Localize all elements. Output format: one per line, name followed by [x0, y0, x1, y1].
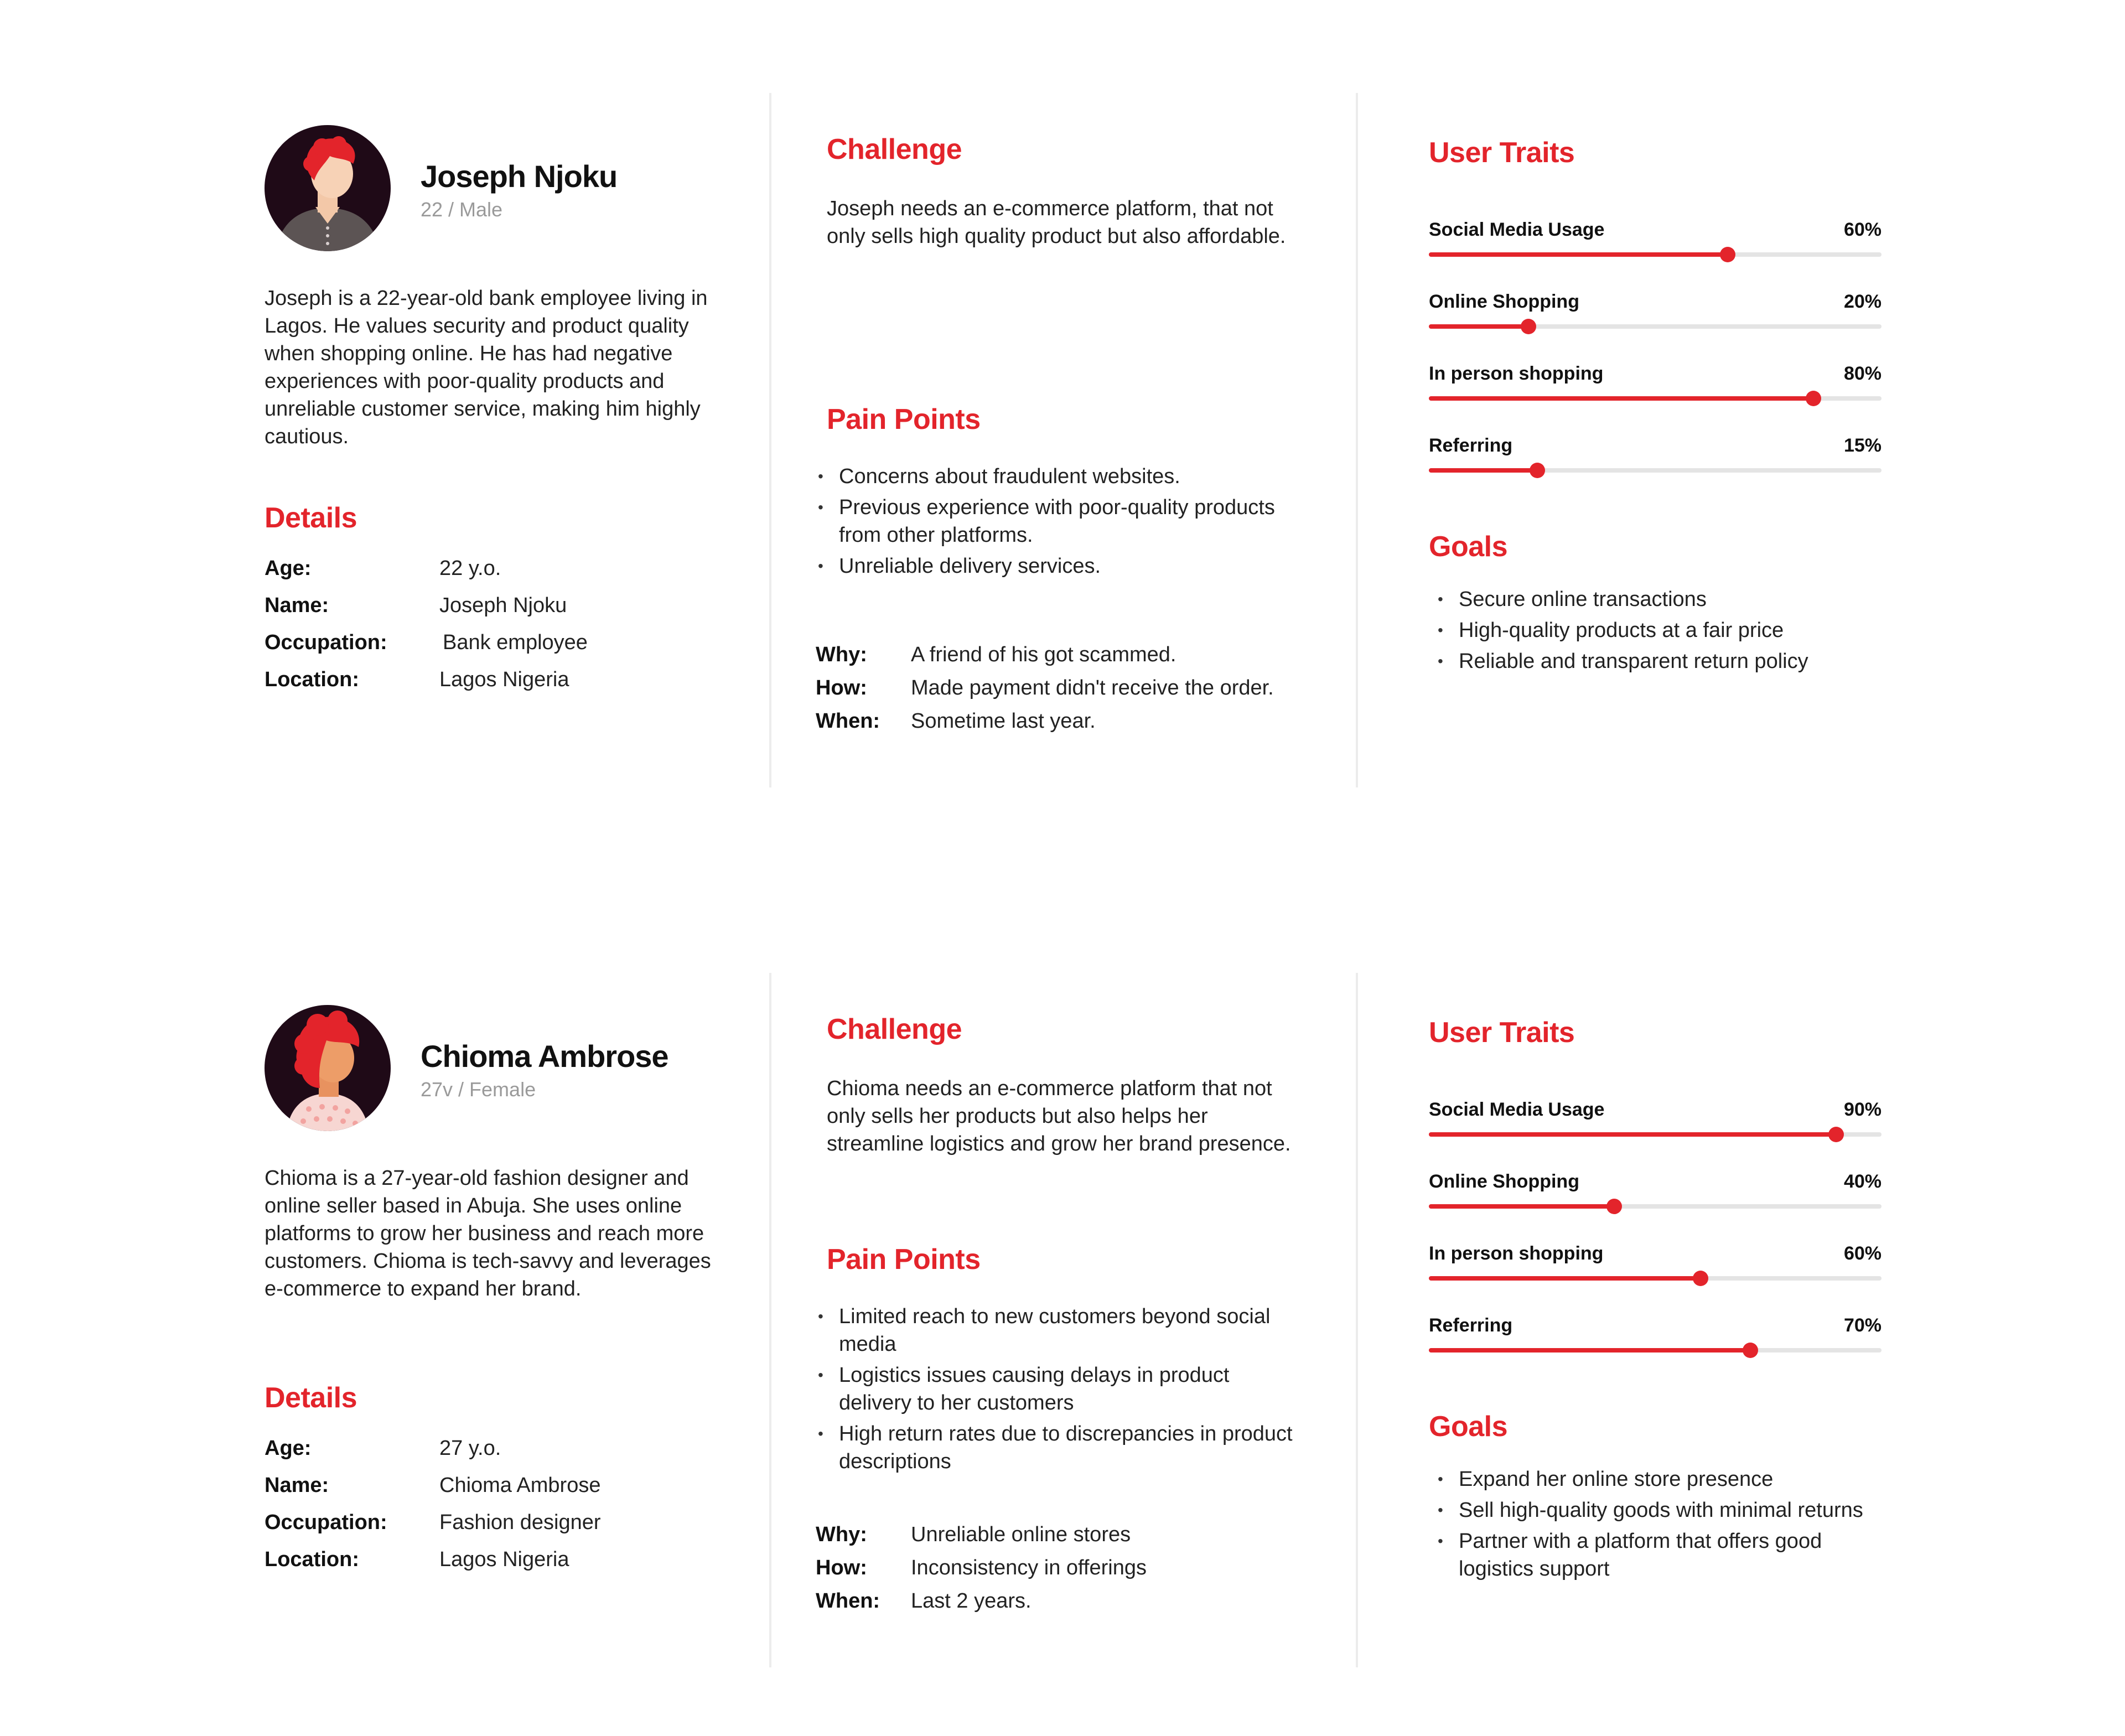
trait-value: 40%	[1843, 1171, 1882, 1192]
how-label: How:	[816, 676, 867, 699]
trait-in-person-shopping	[1429, 363, 1882, 418]
how-value: Made payment didn't receive the order.	[911, 676, 1274, 699]
trait-value: 80%	[1843, 363, 1882, 384]
persona-subtitle: 27v / Female	[421, 1078, 536, 1101]
detail-row-name	[265, 594, 763, 621]
trait-label: Social Media Usage	[1429, 1099, 1605, 1120]
how-value: Inconsistency in offerings	[911, 1556, 1147, 1579]
trait-slider-fill	[1429, 1132, 1836, 1137]
persona-bio: Chioma is a 27-year-old fashion designer and online seller based in Abuja. She uses online platforms to grow her business and reach more customers. Chioma is tech-savvy and leverages e-commerce to expand her brand.	[265, 1167, 711, 1300]
detail-value: Chioma Ambrose	[439, 1474, 601, 1497]
trait-label: Online Shopping	[1429, 1171, 1579, 1192]
list-item: • High return rates due to discrepancies in product descriptions	[818, 1420, 1305, 1475]
trait-value: 60%	[1843, 219, 1882, 240]
list-item: • Unreliable delivery services.	[818, 552, 1305, 580]
trait-value: 60%	[1843, 1243, 1882, 1264]
trait-value: 90%	[1843, 1099, 1882, 1120]
trait-slider-fill	[1429, 1204, 1614, 1209]
list-item: • Sell high-quality goods with minimal returns	[1438, 1496, 1880, 1524]
trait-value: 15%	[1843, 435, 1882, 456]
pain-points-title: Pain Points	[827, 403, 981, 436]
trait-social-media-usage	[1429, 1099, 1882, 1154]
goals-title: Goals	[1429, 531, 1507, 563]
when-label: When:	[816, 709, 880, 733]
when-value: Sometime last year.	[911, 709, 1096, 733]
female-avatar-icon	[265, 1005, 391, 1131]
trait-value: 70%	[1843, 1315, 1882, 1336]
trait-slider-handle[interactable]	[1743, 1343, 1758, 1358]
trait-slider-fill	[1429, 324, 1528, 329]
goals-title: Goals	[1429, 1411, 1507, 1443]
when-row	[816, 709, 1347, 740]
pain-points-list	[818, 1303, 1305, 1479]
goals-list	[1438, 585, 1880, 678]
detail-row-occupation	[265, 1511, 763, 1538]
challenge-title: Challenge	[827, 1013, 962, 1045]
why-row	[816, 1523, 1347, 1554]
trait-slider-track[interactable]	[1429, 1276, 1882, 1281]
detail-value: Lagos Nigeria	[439, 1548, 569, 1571]
trait-referring	[1429, 1315, 1882, 1370]
trait-slider-track[interactable]	[1429, 396, 1882, 401]
trait-slider-track[interactable]	[1429, 1348, 1882, 1352]
details-title: Details	[265, 1382, 357, 1414]
detail-row-location	[265, 1548, 763, 1576]
trait-slider-handle[interactable]	[1693, 1271, 1708, 1286]
user-traits-title: User Traits	[1429, 1017, 1575, 1049]
trait-slider-track[interactable]	[1429, 1204, 1882, 1209]
list-item: • Expand her online store presence	[1438, 1465, 1880, 1493]
pain-points-title: Pain Points	[827, 1243, 981, 1276]
why-value: A friend of his got scammed.	[911, 643, 1176, 666]
trait-online-shopping	[1429, 1171, 1882, 1226]
detail-value: Joseph Njoku	[439, 594, 567, 617]
list-item: • Secure online transactions	[1438, 585, 1880, 613]
trait-slider-handle[interactable]	[1606, 1199, 1622, 1214]
trait-slider-handle[interactable]	[1521, 319, 1536, 334]
detail-value: 22 y.o.	[439, 557, 501, 580]
trait-slider-fill	[1429, 252, 1728, 257]
detail-value: Lagos Nigeria	[439, 668, 569, 691]
detail-label: Location:	[265, 1548, 359, 1571]
list-item: • Partner with a platform that offers good logistics support	[1438, 1527, 1880, 1583]
why-label: Why:	[816, 1523, 867, 1546]
detail-label: Age:	[265, 557, 312, 580]
how-row	[816, 676, 1347, 707]
trait-slider-handle[interactable]	[1806, 391, 1821, 406]
why-row	[816, 643, 1347, 674]
list-item: • Limited reach to new customers beyond social media	[818, 1303, 1305, 1358]
list-item: • Previous experience with poor-quality products from other platforms.	[818, 494, 1305, 549]
detail-value: Bank employee	[443, 631, 588, 654]
detail-row-location	[265, 668, 763, 696]
when-label: When:	[816, 1589, 880, 1613]
persona-bio: Joseph is a 22-year-old bank employee living in Lagos. He values security and product quality when shopping online. He has had negative experiences with poor-quality products and unreliable customer service, making him highly cautious.	[265, 287, 708, 448]
user-traits-title: User Traits	[1429, 137, 1575, 169]
detail-row-name	[265, 1474, 763, 1501]
column-divider	[1356, 973, 1358, 1667]
challenge-title: Challenge	[827, 133, 962, 165]
detail-row-occupation	[265, 631, 763, 659]
detail-label: Name:	[265, 594, 329, 617]
trait-referring	[1429, 435, 1882, 490]
trait-slider-handle[interactable]	[1530, 463, 1545, 478]
trait-slider-fill	[1429, 1276, 1701, 1281]
column-divider	[1356, 93, 1358, 787]
detail-row-age	[265, 1437, 763, 1464]
trait-slider-track[interactable]	[1429, 1132, 1882, 1137]
challenge-text: Chioma needs an e-commerce platform that not only sells her products but also helps her streamline logistics and grow her brand presence.	[827, 1077, 1291, 1155]
persona-subtitle: 22 / Male	[421, 198, 503, 221]
trait-slider-track[interactable]	[1429, 324, 1882, 329]
trait-social-media-usage	[1429, 219, 1882, 274]
why-value: Unreliable online stores	[911, 1523, 1131, 1546]
when-value: Last 2 years.	[911, 1589, 1032, 1613]
column-divider	[769, 973, 771, 1667]
persona-card	[0, 973, 2125, 1667]
persona-name: Joseph Njoku	[421, 159, 618, 194]
list-item: • High-quality products at a fair price	[1438, 616, 1880, 644]
male-avatar-icon	[265, 125, 391, 251]
goals-list	[1438, 1465, 1880, 1586]
detail-row-age	[265, 557, 763, 584]
detail-value: 27 y.o.	[439, 1437, 501, 1460]
trait-label: Referring	[1429, 435, 1513, 456]
trait-slider-fill	[1429, 1348, 1750, 1352]
trait-label: Online Shopping	[1429, 291, 1579, 312]
list-item: • Reliable and transparent return policy	[1438, 647, 1880, 675]
how-row	[816, 1556, 1347, 1587]
why-label: Why:	[816, 643, 867, 666]
detail-value: Fashion designer	[439, 1511, 601, 1534]
trait-in-person-shopping	[1429, 1243, 1882, 1298]
trait-label: Social Media Usage	[1429, 219, 1605, 240]
detail-label: Occupation:	[265, 1511, 387, 1534]
trait-online-shopping	[1429, 291, 1882, 346]
trait-slider-fill	[1429, 468, 1537, 473]
trait-label: In person shopping	[1429, 1243, 1604, 1264]
trait-slider-handle[interactable]	[1828, 1127, 1844, 1142]
trait-slider-fill	[1429, 396, 1813, 401]
detail-label: Name:	[265, 1474, 329, 1497]
when-row	[816, 1589, 1347, 1620]
detail-label: Age:	[265, 1437, 312, 1460]
trait-slider-handle[interactable]	[1720, 247, 1735, 262]
list-item: • Concerns about fraudulent websites.	[818, 463, 1305, 490]
trait-value: 20%	[1843, 291, 1882, 312]
list-item: • Logistics issues causing delays in product delivery to her customers	[818, 1361, 1305, 1417]
trait-slider-track[interactable]	[1429, 468, 1882, 473]
persona-card	[0, 93, 2125, 787]
persona-name: Chioma Ambrose	[421, 1039, 668, 1074]
detail-label: Occupation:	[265, 631, 387, 654]
trait-label: Referring	[1429, 1315, 1513, 1336]
how-label: How:	[816, 1556, 867, 1579]
details-title: Details	[265, 502, 357, 534]
trait-slider-track[interactable]	[1429, 252, 1882, 257]
challenge-text: Joseph needs an e-commerce platform, that not only sells high quality product but also affordable.	[827, 197, 1286, 248]
detail-label: Location:	[265, 668, 359, 691]
trait-label: In person shopping	[1429, 363, 1604, 384]
column-divider	[769, 93, 771, 787]
pain-points-list	[818, 463, 1305, 583]
